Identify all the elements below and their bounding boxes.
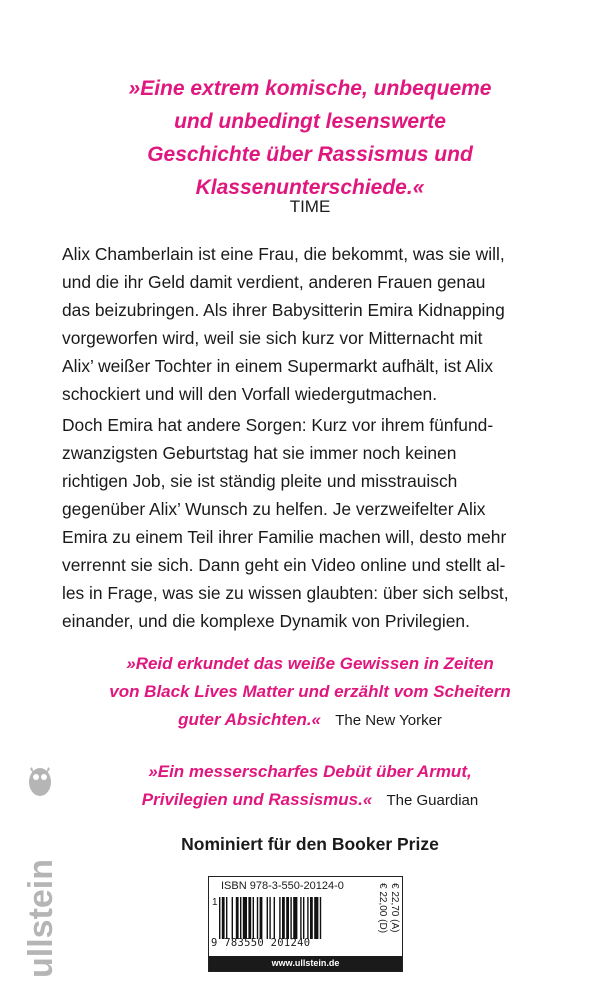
blurb-line: gegenüber Alix’ Wunsch zu helfen. Je verzweifelter Alix: [62, 499, 486, 519]
blurb-line: Alix Chamberlain ist eine Frau, die bekommt, was sie will,: [62, 244, 505, 264]
blurb-line: verrennt sie sich. Dann geht ein Video online und stellt al-: [62, 555, 506, 575]
blurb-line: les in Frage, was sie zu wissen glaubten: über sich selbst,: [62, 583, 509, 603]
top-quote: [60, 72, 560, 204]
blurb-line: und die ihr Geld damit verdient, anderen Frauen genau: [62, 272, 486, 292]
booker-nomination: Nominiert für den Booker Prize: [181, 834, 439, 854]
blurb-line: vorgeworfen wird, weil sie sich kurz vor Mitternacht mit: [62, 328, 483, 348]
review-quote-line: »Ein messerscharfes Debüt über Armut,: [148, 762, 472, 781]
review-quote-guardian: [60, 758, 560, 815]
review-source: The New Yorker: [335, 712, 442, 729]
barcode-bars: [219, 897, 369, 939]
top-quote-line: »Eine extrem komische, unbequeme: [128, 77, 492, 100]
blurb-line: Emira zu einem Teil ihrer Familie machen will, desto mehr: [62, 527, 507, 547]
review-quote-line: »Reid erkundet das weiße Gewissen in Zeiten: [126, 654, 494, 673]
isbn-number: ISBN 978-3-550-20124-0: [221, 880, 344, 892]
review-quote-line: Privilegien und Rassismus.«: [141, 790, 373, 809]
review-source: The Guardian: [386, 792, 479, 809]
isbn-barcode: [208, 876, 403, 972]
price-germany: € 22,00 (D): [377, 883, 388, 934]
top-quote-line: Geschichte über Rassismus und: [147, 143, 473, 166]
top-quote-line: Klassenunterschiede.«: [195, 176, 425, 199]
ullstein-logo: [22, 760, 62, 980]
blurb-line: Doch Emira hat andere Sorgen: Kurz vor ihrem fünfund-: [62, 415, 494, 435]
publisher-url: www.ullstein.de: [209, 956, 402, 971]
blurb-line: zwanzigsten Geburtstag hat sie immer noch keinen: [62, 443, 457, 463]
price-austria: € 22,70 (A): [389, 883, 400, 933]
ullstein-wordmark: ullstein: [22, 858, 60, 978]
barcode-lead-digit: 1: [212, 897, 218, 908]
blurb-line: Alix’ weißer Tochter in einem Supermarkt aufhält, ist Alix: [62, 356, 494, 376]
blurb-line: schockiert und will den Vorfall wiedergutmachen.: [62, 384, 438, 404]
barcode-digits: 9 783550 201240: [211, 937, 311, 949]
review-quote-new-yorker: [60, 650, 560, 735]
blurb-paragraph-1: [62, 240, 562, 408]
price-labels: [372, 881, 398, 951]
blurb-line: einander, und die komplexe Dynamik von Privilegien.: [62, 611, 470, 631]
blurb-line: das beizubringen. Als ihrer Babysitterin Emira Kidnapping: [62, 300, 505, 320]
blurb-paragraph-2: [62, 411, 562, 635]
top-quote-line: und unbedingt lesenswerte: [174, 110, 446, 133]
top-quote-source: TIME: [289, 197, 331, 216]
review-quote-line: guter Absichten.«: [178, 710, 322, 729]
review-quote-line: von Black Lives Matter und erzählt vom Scheitern: [109, 682, 511, 701]
owl-icon: [29, 767, 51, 796]
blurb-line: richtigen Job, sie ist ständig pleite und misstrauisch: [62, 471, 458, 491]
